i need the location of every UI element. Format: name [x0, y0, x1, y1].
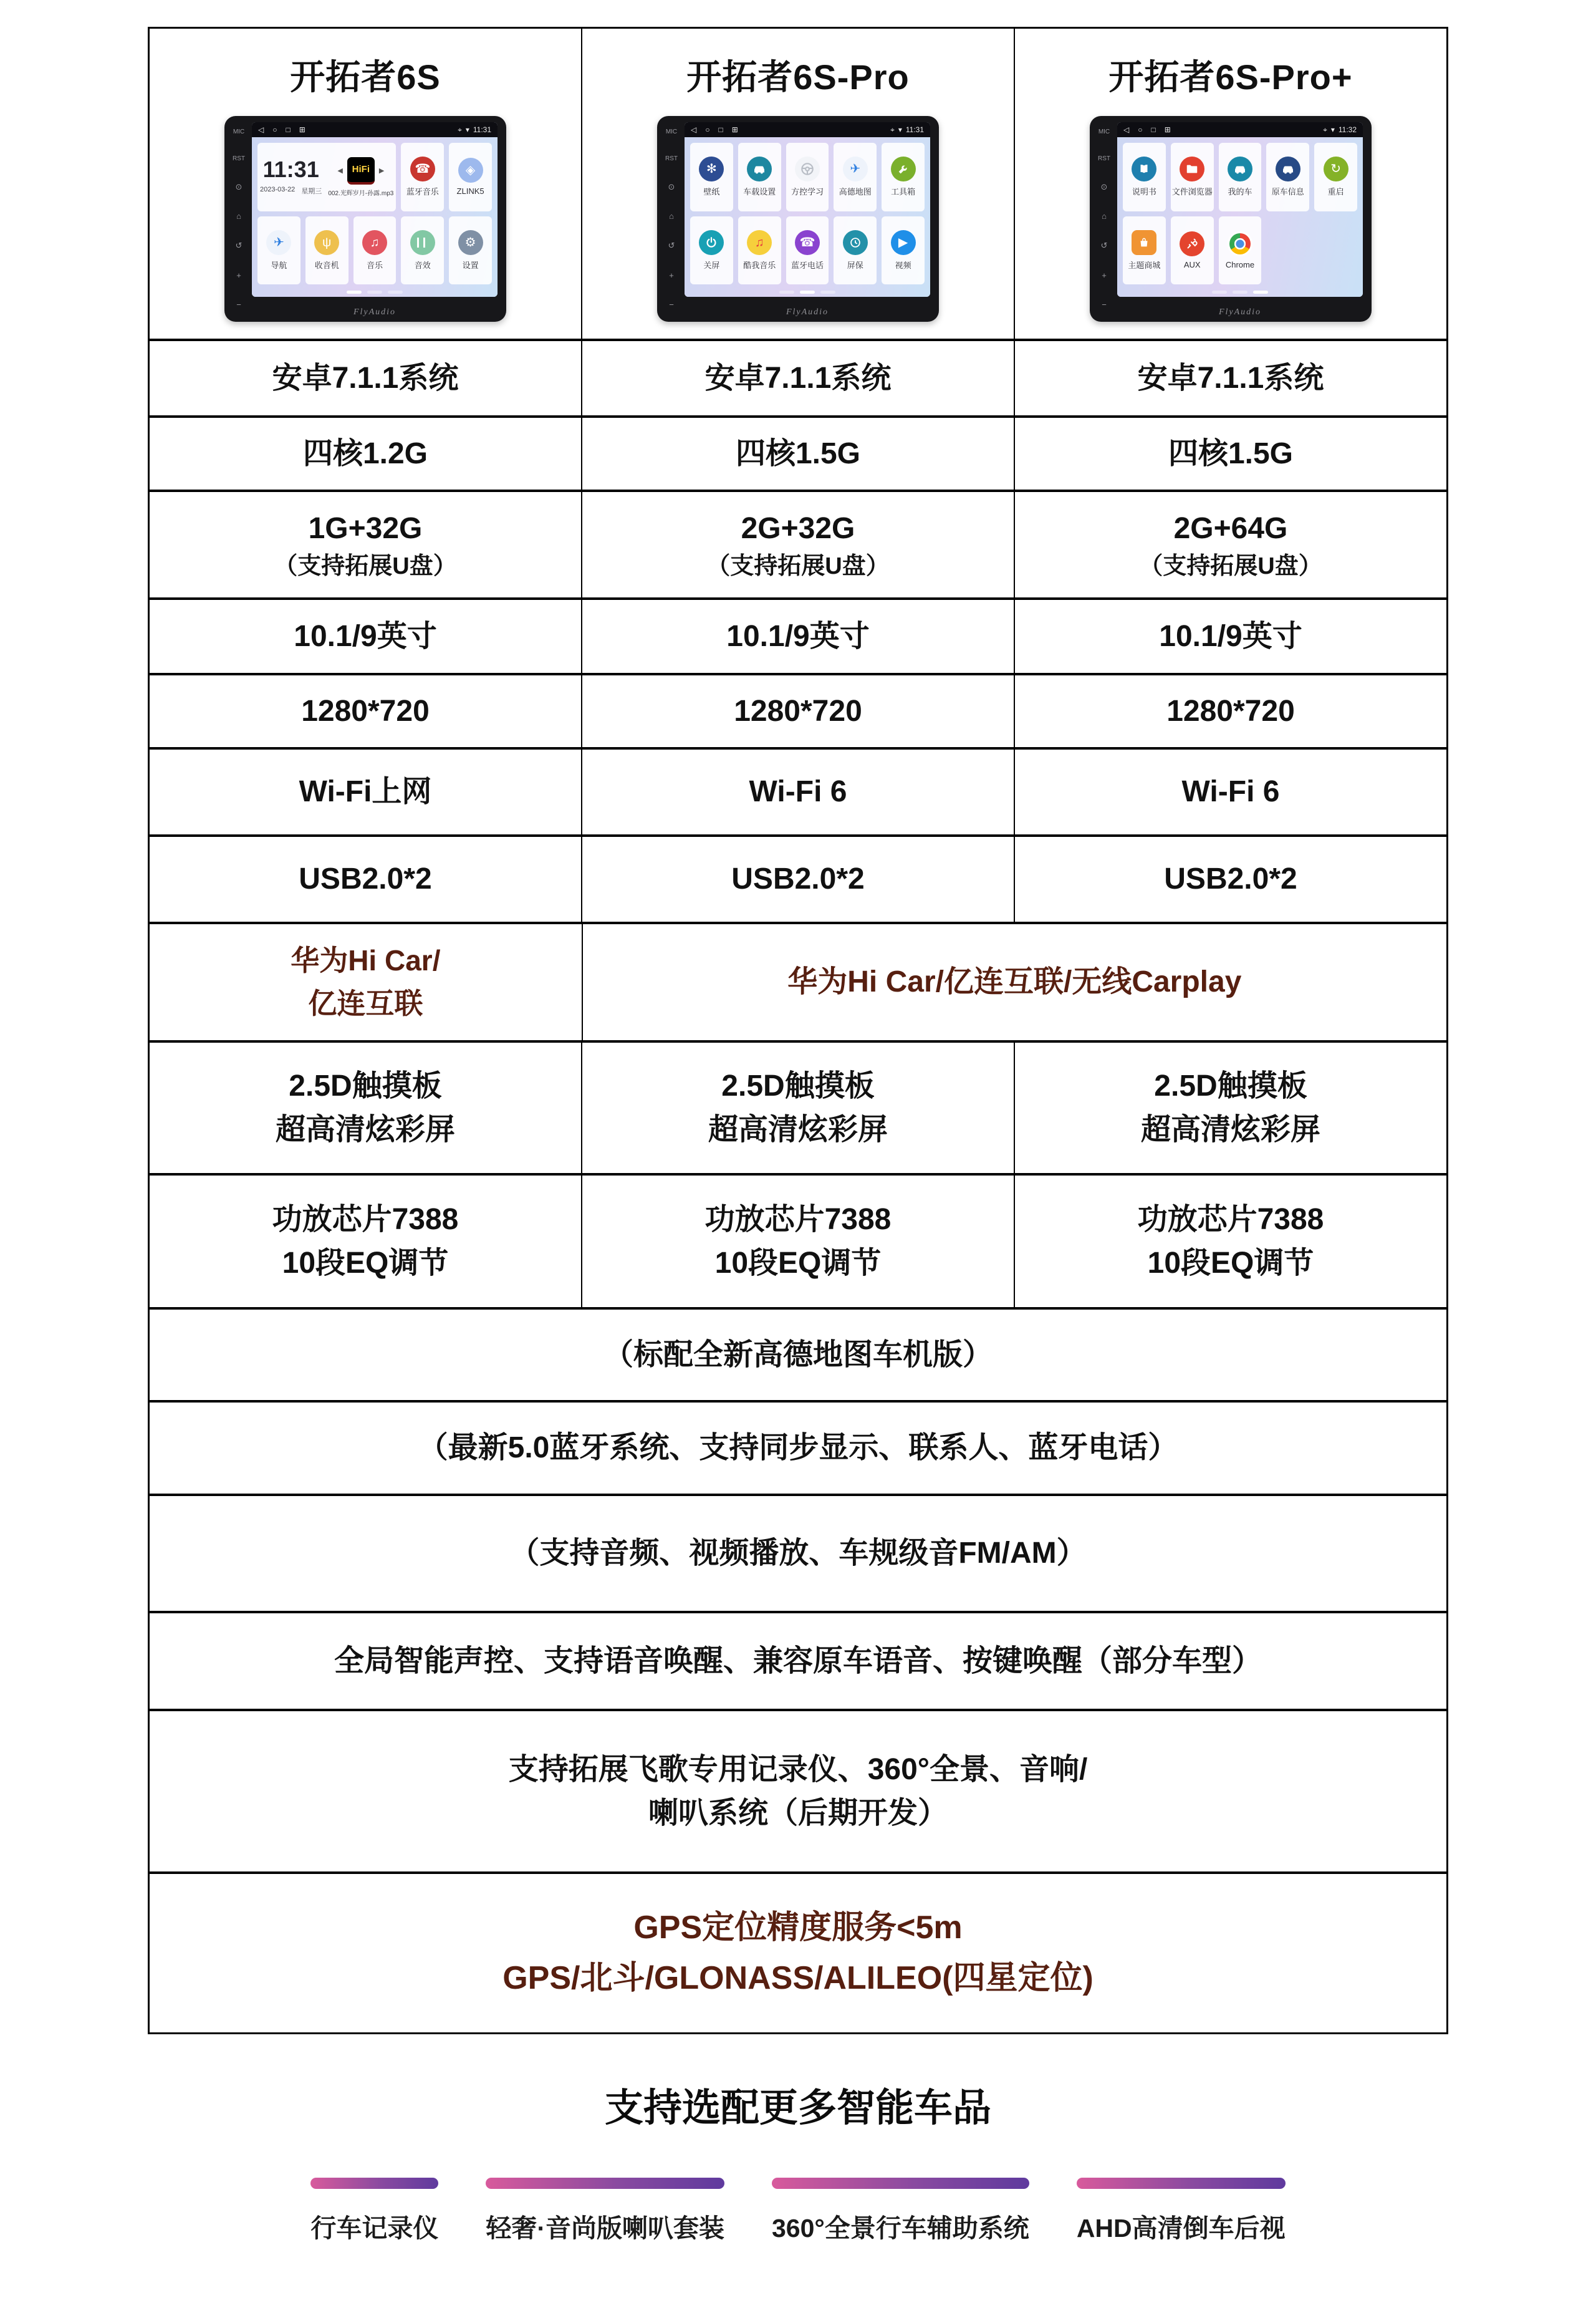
spec-value: 功放芯片7388: [704, 1202, 892, 1236]
spec-value: USB2.0*2: [1164, 862, 1297, 896]
spec-value: USB2.0*2: [731, 862, 865, 896]
spec-value: 功放芯片7388: [272, 1202, 459, 1236]
app-tile: ☎ 蓝牙电话: [786, 216, 829, 285]
clock-date: 2023-03-22: [260, 185, 296, 193]
accessory-label: 360°全景行车辅助系统: [772, 2214, 1029, 2243]
spec-value: 2G+32G: [741, 512, 855, 546]
rst-label: RST: [665, 155, 678, 162]
optional-accessories: [0, 2178, 1596, 2244]
nav-split-icon: ⊞: [1164, 125, 1171, 134]
spec-comparison-table: [148, 27, 1448, 2034]
spec-value: 华为Hi Car/: [291, 944, 441, 977]
spec-value: 2.5D触摸板: [721, 1069, 875, 1103]
car-info-icon: [1281, 162, 1296, 176]
spec-row-amplifier: [150, 1173, 1446, 1307]
home-button-icon: ⌂: [236, 211, 241, 221]
product-column-6s: [150, 29, 582, 339]
spec-row-memory: [150, 490, 1446, 597]
app-tile: ⚙ 设置: [449, 216, 492, 285]
spec-value-merged: 华为Hi Car/亿连互联/无线Carplay: [787, 965, 1242, 999]
car-settings-icon: [752, 162, 767, 176]
radio-icon: ψ: [322, 235, 332, 249]
spec-row-os: [150, 339, 1446, 415]
accessory-label: 轻奢·音尚版喇叭套装: [486, 2214, 724, 2243]
spec-row-wifi: [150, 747, 1446, 834]
app-tile: ψ 收音机: [305, 216, 349, 285]
status-time: 11:31: [473, 125, 491, 134]
spec-row-resolution: [150, 673, 1446, 747]
app-tile: 屏保: [834, 216, 877, 285]
app-tile: 音效: [401, 216, 444, 285]
product-header-row: [150, 29, 1446, 339]
spec-value: 安卓7.1.1系统: [704, 361, 892, 395]
spec-value: 超高清炫彩屏: [275, 1113, 455, 1146]
rst-label: RST: [233, 155, 245, 162]
zlink-icon: ◈: [465, 163, 476, 178]
volume-down-icon: −: [236, 299, 241, 309]
accessory-item: [772, 2178, 1029, 2244]
spec-value: （支持音频、视频播放、车规级音FM/AM）: [509, 1537, 1087, 1570]
flyaudio-logo: FlyAudio: [353, 307, 397, 317]
device-screen: [685, 122, 930, 297]
launcher: [1117, 137, 1363, 297]
spec-value: 超高清炫彩屏: [1140, 1113, 1320, 1146]
nav-recents-icon: □: [286, 125, 291, 134]
spec-value: 1280*720: [301, 694, 430, 728]
spec-value: Wi-Fi 6: [1181, 775, 1280, 809]
spec-value: 支持拓展飞歌专用记录仪、360°全景、音响/: [508, 1752, 1088, 1786]
launcher: [252, 137, 498, 297]
app-tile: ☎ 蓝牙音乐: [401, 143, 444, 211]
page-indicator: [1117, 291, 1363, 294]
spec-value: 10.1/9英寸: [1159, 619, 1302, 653]
spec-value: 1G+32G: [308, 512, 423, 546]
product-name: 开拓者6S-Pro+: [1108, 57, 1353, 97]
power-button-icon: ⊙: [235, 181, 243, 191]
wifi-icon: ▾: [898, 125, 902, 134]
spec-value: 安卓7.1.1系统: [1137, 361, 1324, 395]
mic-label: MIC: [1098, 128, 1110, 135]
wifi-icon: ▾: [1330, 125, 1335, 134]
spec-row-gps: [150, 1871, 1446, 2032]
return-button-icon: ↺: [668, 241, 675, 251]
bezel-side-buttons: [1091, 125, 1117, 313]
spec-value: 四核1.5G: [735, 437, 861, 470]
toolbox-icon: [897, 162, 910, 176]
nav-recents-icon: □: [718, 125, 723, 134]
volume-up-icon: +: [1102, 271, 1107, 281]
aux-icon: [1185, 237, 1199, 251]
spec-row-phone-link: [150, 922, 1446, 1040]
status-bar: [1117, 122, 1363, 137]
spec-row-bluetooth: [150, 1400, 1446, 1494]
spec-subvalue: （支持拓展U盘）: [1139, 553, 1322, 579]
product-name: 开拓者6S: [290, 57, 441, 97]
spec-row-usb: [150, 834, 1446, 922]
device-screen: [252, 122, 498, 297]
spec-value: Wi-Fi上网: [299, 775, 432, 809]
spec-subvalue: （支持拓展U盘）: [706, 553, 890, 579]
clock-time: 11:31: [262, 156, 319, 182]
music-icon: ♫: [370, 235, 380, 249]
volume-up-icon: +: [236, 271, 241, 281]
status-time: 11:31: [905, 125, 924, 134]
nav-home-icon: ○: [705, 125, 710, 134]
product-column-6s-pro: [582, 29, 1015, 339]
equalizer-icon: [417, 238, 428, 248]
my-car-icon: [1233, 162, 1247, 176]
accessory-item: [486, 2178, 724, 2244]
spec-row-cpu: [150, 415, 1446, 490]
status-bar: [685, 122, 930, 137]
spec-value: 超高清炫彩屏: [708, 1113, 888, 1146]
spec-value: 10段EQ调节: [714, 1246, 882, 1280]
app-tile: ↻ 重启: [1314, 143, 1357, 211]
location-icon: ⌖: [458, 125, 462, 134]
amap-icon: ✈: [850, 162, 861, 176]
bt-phone-icon: ☎: [799, 235, 815, 249]
screen-off-icon: [704, 236, 718, 249]
video-play-icon: ▶: [898, 235, 908, 249]
app-tile: 工具箱: [882, 143, 925, 211]
spec-value: 安卓7.1.1系统: [272, 361, 459, 395]
app-tile: 主题商城: [1123, 216, 1166, 285]
clock-music-widget: [257, 143, 396, 211]
spec-value: （最新5.0蓝牙系统、支持同步显示、联系人、蓝牙电话）: [418, 1431, 1178, 1465]
settings-gear-icon: ⚙: [464, 235, 476, 249]
app-tile: ♫ 音乐: [353, 216, 397, 285]
spec-value: USB2.0*2: [299, 862, 432, 896]
track-title: 002.光辉岁月-孙露.mp3: [328, 190, 394, 197]
spec-value: 2G+64G: [1173, 512, 1288, 546]
theme-store-icon: [1137, 236, 1151, 249]
gradient-bar-icon: [310, 2178, 438, 2189]
app-tile: ◈ ZLINK5: [449, 143, 492, 211]
nav-back-icon: ◁: [258, 125, 264, 134]
spec-row-map: [150, 1307, 1446, 1400]
spec-row-expansion: [150, 1709, 1446, 1871]
nav-split-icon: ⊞: [731, 125, 738, 134]
app-tile: Chrome: [1219, 216, 1262, 285]
accessory-label: AHD高清倒车后视: [1076, 2214, 1286, 2243]
app-tile: 文件浏览器: [1171, 143, 1214, 211]
spec-value: 2.5D触摸板: [289, 1069, 442, 1103]
kuwo-music-icon: ♫: [754, 235, 764, 249]
flyaudio-logo: FlyAudio: [786, 307, 829, 317]
spec-value: 2.5D触摸板: [1154, 1069, 1307, 1103]
nav-back-icon: ◁: [1123, 125, 1130, 134]
power-button-icon: ⊙: [1100, 181, 1108, 191]
clock-weekday: 星期三: [301, 187, 322, 195]
spec-value: 功放芯片7388: [1137, 1202, 1324, 1236]
navigation-icon: ✈: [274, 235, 284, 249]
spec-value: 四核1.5G: [1168, 437, 1294, 470]
spec-value: 1280*720: [734, 694, 862, 728]
spec-row-touch-panel: [150, 1040, 1446, 1173]
spec-value: （标配全新高德地图车机版）: [603, 1338, 993, 1371]
wifi-icon: ▾: [465, 125, 469, 134]
spec-subvalue: （支持拓展U盘）: [274, 553, 457, 579]
next-track-icon: ▶: [378, 167, 385, 175]
product-column-6s-pro-plus: [1015, 29, 1446, 339]
volume-down-icon: −: [1102, 299, 1107, 309]
app-tile: 方控学习: [786, 143, 829, 211]
rst-label: RST: [1098, 155, 1110, 162]
app-tile: ▶ 视频: [882, 216, 925, 285]
app-tile: ✈ 高德地图: [834, 143, 877, 211]
flyaudio-logo: FlyAudio: [1218, 307, 1262, 317]
bluetooth-music-icon: ☎: [415, 162, 431, 176]
album-art: HiFi: [347, 157, 375, 185]
status-time: 11:32: [1338, 125, 1357, 134]
spec-value: 10段EQ调节: [282, 1246, 449, 1280]
status-bar: [252, 122, 498, 137]
file-browser-icon: [1185, 162, 1199, 176]
steering-wheel-icon: [799, 161, 815, 177]
spec-row-screen-size: [150, 597, 1446, 673]
nav-back-icon: ◁: [691, 125, 697, 134]
spec-value: 1280*720: [1166, 694, 1295, 728]
app-tile: 我的车: [1219, 143, 1262, 211]
spec-value: 10段EQ调节: [1147, 1246, 1314, 1280]
spec-value: 亿连互联: [308, 987, 423, 1020]
wallpaper-icon: ✻: [706, 162, 717, 176]
return-button-icon: ↺: [235, 241, 243, 251]
return-button-icon: ↺: [1100, 241, 1108, 251]
accessory-label: 行车记录仪: [310, 2214, 439, 2243]
footer-title: 支持选配更多智能车品: [604, 2087, 991, 2130]
gradient-bar-icon: [772, 2178, 1029, 2189]
spec-row-media: [150, 1494, 1446, 1611]
accessory-item: [310, 2178, 438, 2244]
spec-value: Wi-Fi 6: [749, 775, 847, 809]
head-unit-mockup-6s: [224, 116, 506, 322]
mic-label: MIC: [233, 128, 245, 135]
app-tile: ✈ 导航: [257, 216, 300, 285]
app-tile: ✻ 壁纸: [690, 143, 733, 211]
volume-up-icon: +: [669, 271, 674, 281]
launcher: [685, 137, 930, 297]
location-icon: ⌖: [890, 125, 895, 134]
spec-row-voice-control: [150, 1611, 1446, 1709]
home-button-icon: ⌂: [1102, 211, 1107, 221]
page-indicator: [252, 291, 498, 294]
device-screen: [1117, 122, 1363, 297]
restart-icon: ↻: [1330, 162, 1341, 176]
bezel-side-buttons: [658, 125, 685, 313]
app-tile: AUX: [1171, 216, 1214, 285]
head-unit-mockup-6s-pro-plus: [1090, 116, 1372, 322]
gradient-bar-icon: [1077, 2178, 1286, 2189]
spec-value: 四核1.2G: [302, 437, 428, 470]
nav-recents-icon: □: [1151, 125, 1156, 134]
location-icon: ⌖: [1323, 125, 1327, 134]
accessory-item: [1077, 2178, 1286, 2244]
spec-value: GPS定位精度服务<5m: [633, 1910, 963, 1946]
prev-track-icon: ◀: [337, 167, 343, 175]
app-tile: ♫ 酷我音乐: [738, 216, 781, 285]
spec-value: 喇叭系统（后期开发）: [648, 1796, 948, 1830]
home-button-icon: ⌂: [669, 211, 674, 221]
app-tile: 原车信息: [1266, 143, 1309, 211]
mic-label: MIC: [665, 128, 678, 135]
screensaver-clock-icon: [848, 236, 862, 249]
chrome-icon: [1229, 233, 1251, 254]
nav-home-icon: ○: [1138, 125, 1143, 134]
spec-value: 10.1/9英寸: [294, 619, 437, 653]
power-button-icon: ⊙: [668, 181, 675, 191]
product-name: 开拓者6S-Pro: [686, 57, 910, 97]
app-tile: 说明书: [1123, 143, 1166, 211]
spec-value: 10.1/9英寸: [726, 619, 870, 653]
manual-book-icon: [1137, 162, 1151, 176]
nav-home-icon: ○: [272, 125, 277, 134]
app-tile: 关屏: [690, 216, 733, 285]
bezel-side-buttons: [226, 125, 252, 313]
spec-value: 全局智能声控、支持语音唤醒、兼容原车语音、按键唤醒（部分车型）: [334, 1644, 1262, 1678]
head-unit-mockup-6s-pro: [657, 116, 939, 322]
nav-split-icon: ⊞: [299, 125, 305, 134]
spec-value: GPS/北斗/GLONASS/ALILEO(四星定位): [502, 1960, 1094, 1996]
page-indicator: [685, 291, 930, 294]
gradient-bar-icon: [486, 2178, 724, 2189]
volume-down-icon: −: [669, 299, 674, 309]
app-tile: 车载设置: [738, 143, 781, 211]
